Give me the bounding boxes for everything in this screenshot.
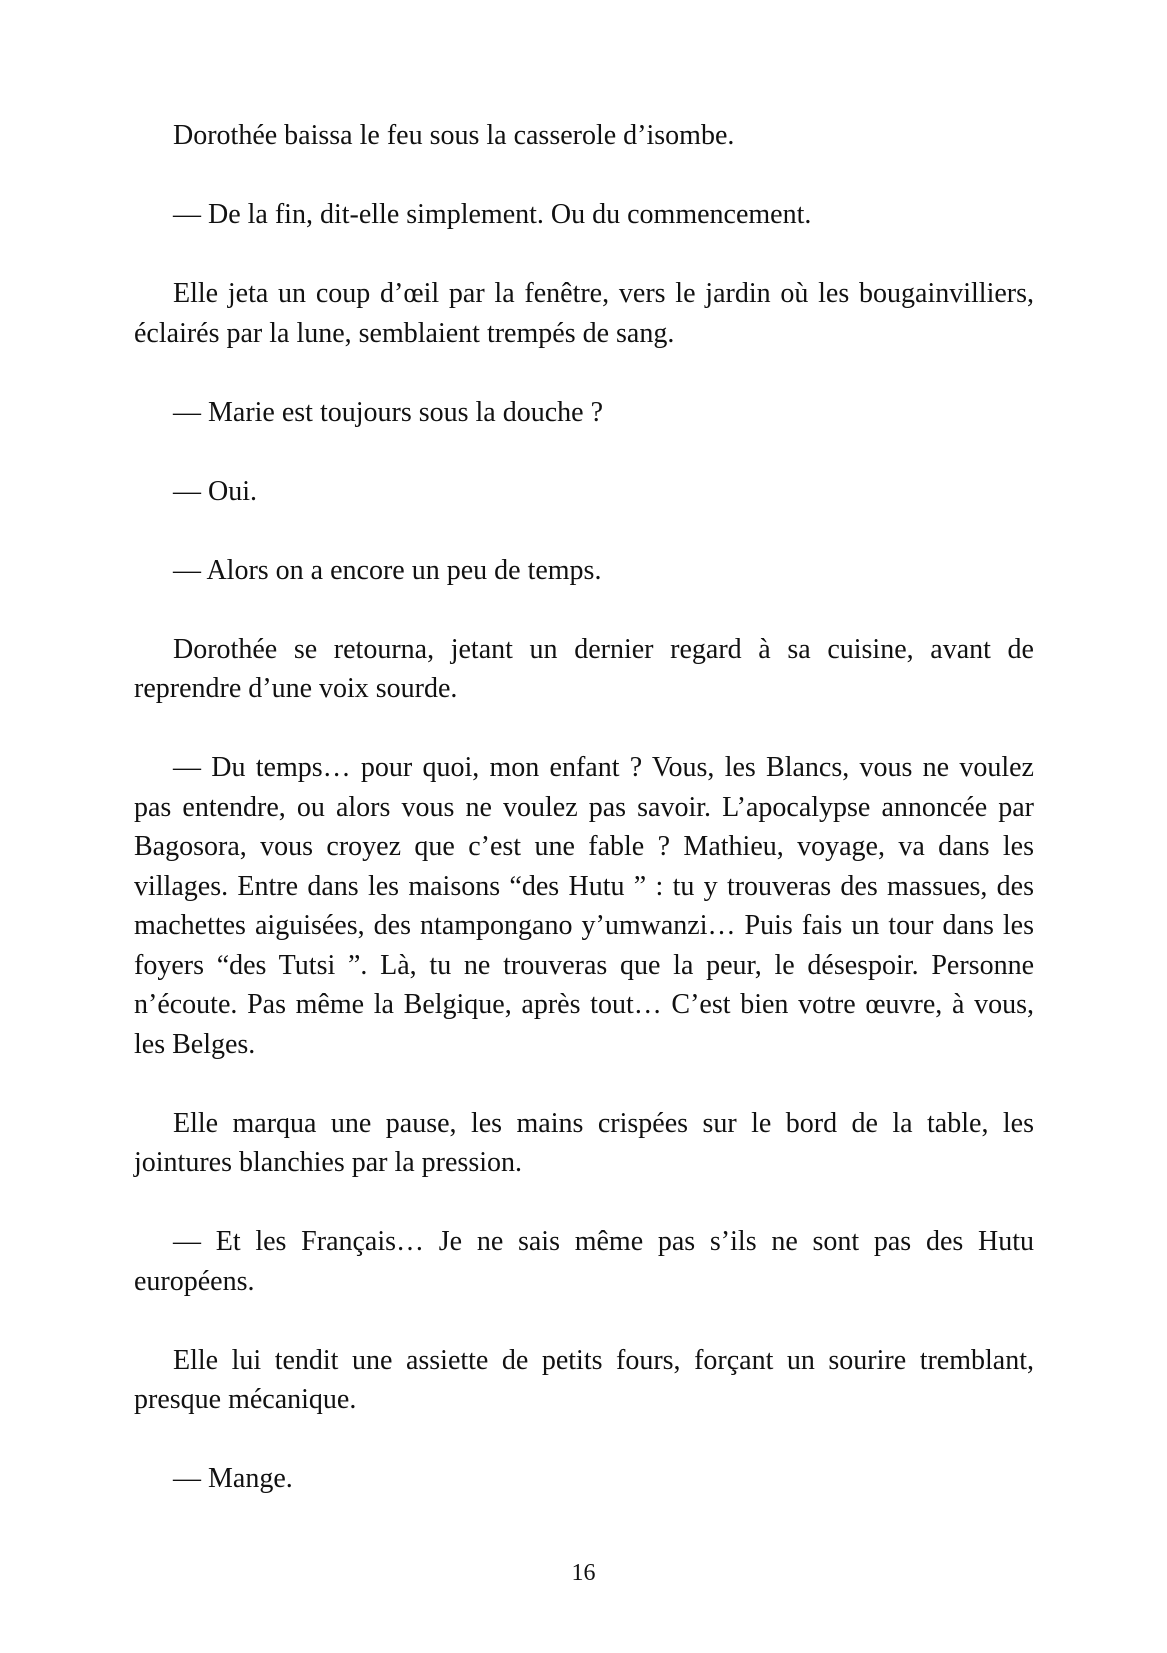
page-body [134, 116, 1034, 1499]
paragraph: Elle lui tendit une assiette de petits fours, forçant un sourire tremblant, presque mécanique. [134, 1344, 1034, 1415]
paragraph: Elle jeta un coup d’œil par la fenêtre, vers le jardin où les bougainvilliers, éclairés par la lune, semblaient trempés de sang. [134, 278, 1034, 349]
paragraph: Elle marqua une pause, les mains crispées sur le bord de la table, les jointures blanchies par la pression. [134, 1107, 1034, 1178]
paragraph: Dorothée baissa le feu sous la casserole d’isombe. [173, 120, 735, 151]
paragraph: — Marie est toujours sous la douche ? [173, 396, 604, 428]
paragraph: — Du temps… pour quoi, mon enfant ? Vous, les Blancs, vous ne voulez pas entendre, ou alors vous ne voulez pas savoir. L’apocalypse annoncée par Bagosora, vous croyez que c’est une fable ? Mathieu, voyage, va dans les villages. Entre dans les maisons “des Hutu ” : tu y trouveras des massues, des machettes aiguisées, des ntampongano y’umwanzi… Puis fais un tour dans les foyers “des Tutsi ”. Là, tu ne trouveras que la peur, le désespoir. Personne n’écoute. Pas même la Belgique, après tout… C’est bien votre œuvre, à vous, les Belges. [134, 752, 1034, 1060]
paragraph: — Oui. [173, 475, 257, 507]
paragraph: — De la fin, dit-elle simplement. Ou du commencement. [173, 199, 812, 230]
paragraph: — Alors on a encore un peu de temps. [173, 554, 602, 586]
page-number: 16 [571, 1560, 596, 1586]
paragraph: Dorothée se retourna, jetant un dernier regard à sa cuisine, avant de reprendre d’une voix sourde. [134, 633, 1034, 704]
paragraph: — Mange. [173, 1463, 293, 1494]
paragraph: — Et les Français… Je ne sais même pas s’ils ne sont pas des Hutu européens. [134, 1226, 1034, 1297]
